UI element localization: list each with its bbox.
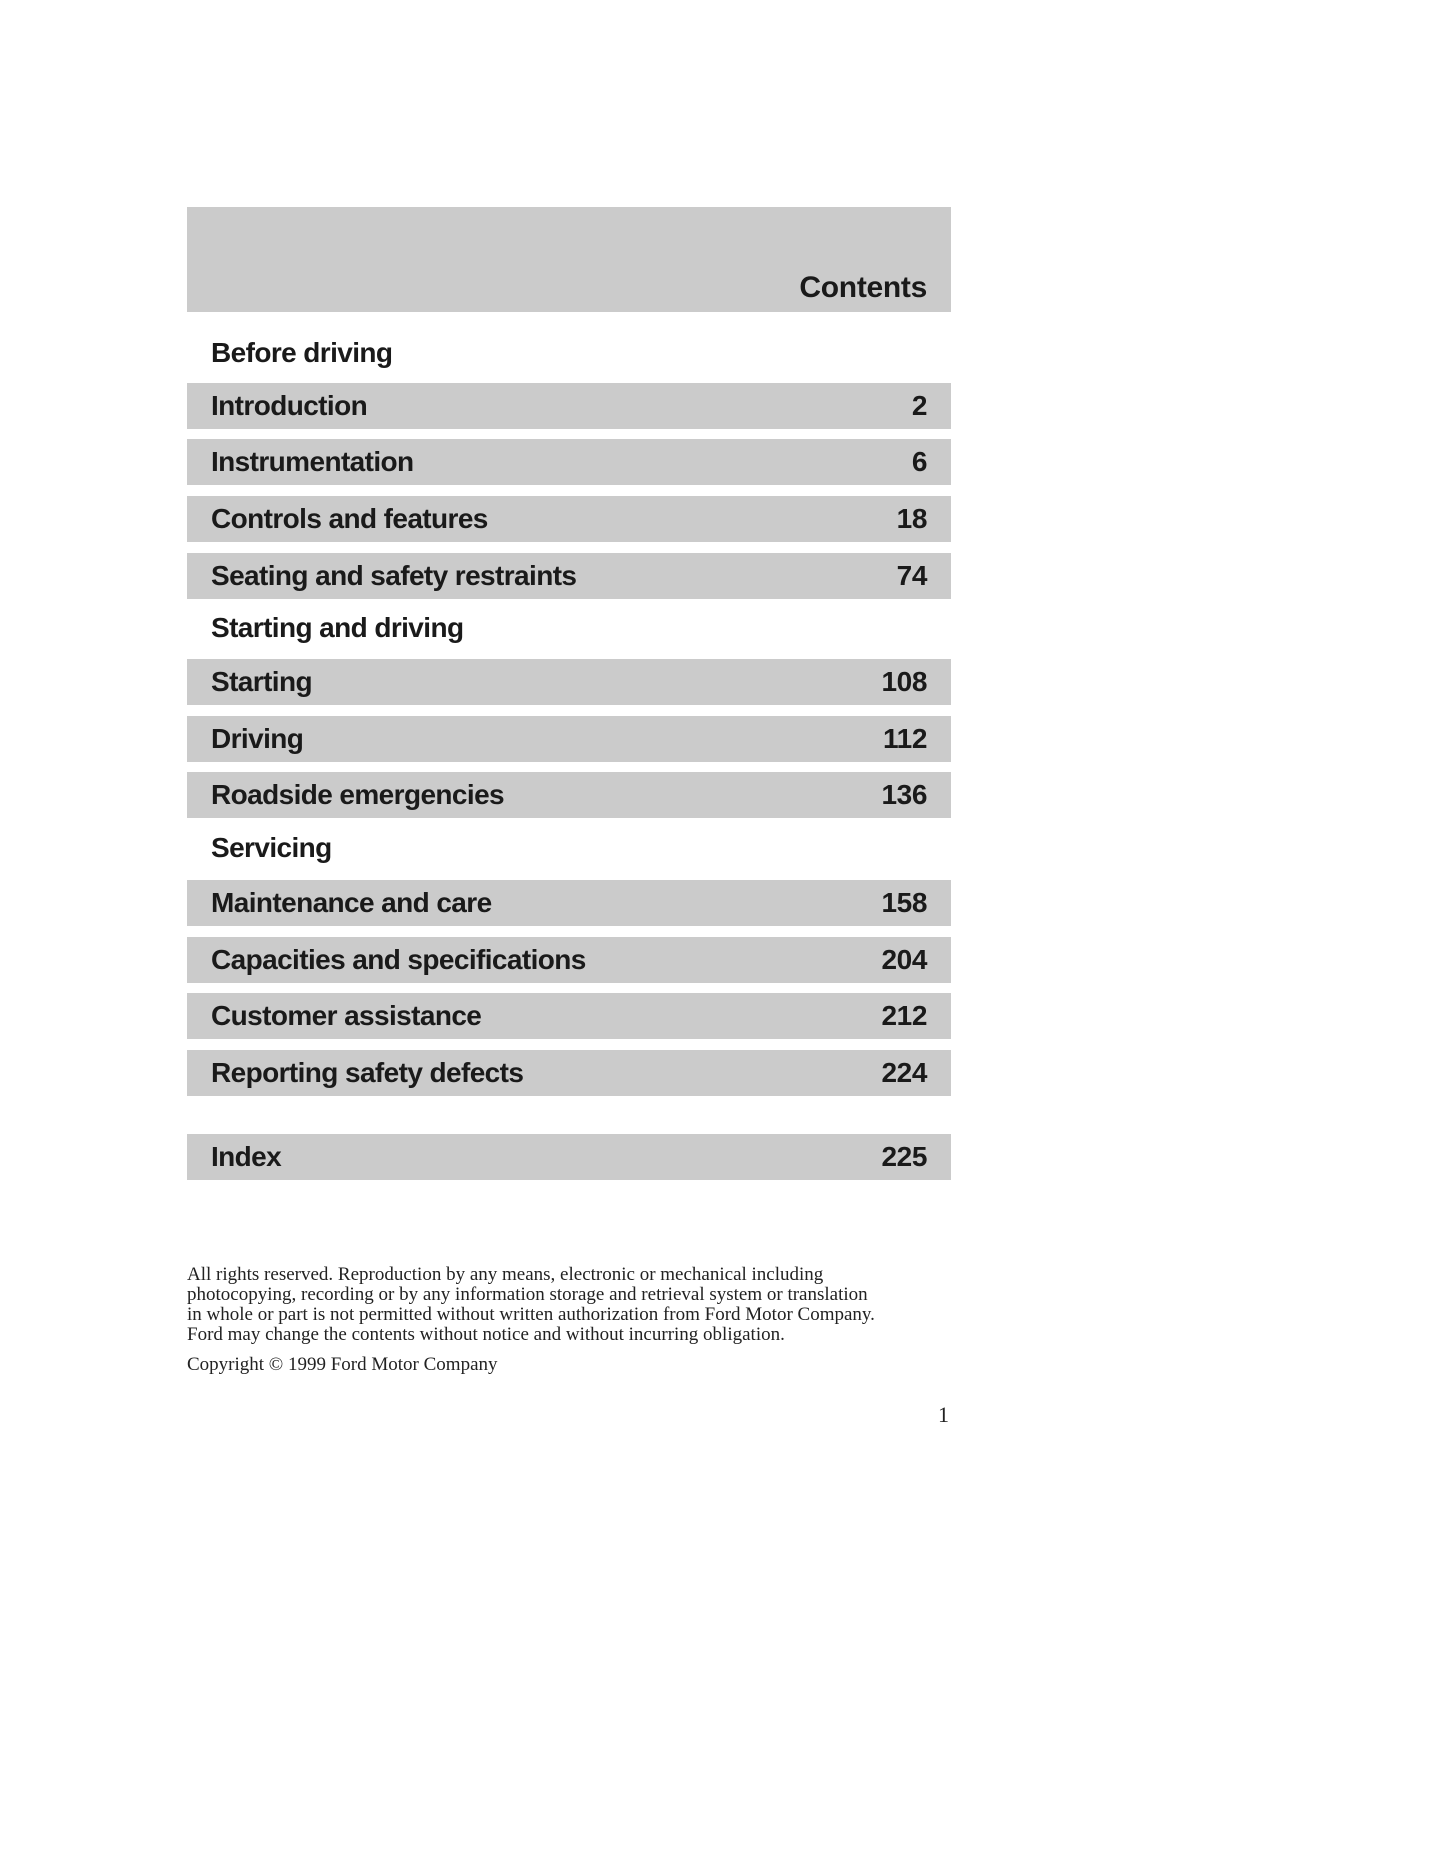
toc-entry-instrumentation[interactable]: [187, 439, 951, 485]
legal-notice-line: photocopying, recording or by any information storage and retrieval system or translation: [187, 1284, 868, 1305]
toc-entry-introduction[interactable]: [187, 383, 951, 429]
toc-entry-page: 2: [911, 390, 927, 421]
page-title: Contents: [799, 271, 927, 304]
legal-notice: [187, 1265, 957, 1345]
section-heading-before-driving: Before driving: [211, 337, 393, 368]
toc-entry-label: Starting: [211, 666, 312, 697]
toc-entry-label: Index: [211, 1141, 282, 1172]
toc-entry-page: 225: [881, 1141, 927, 1172]
toc-entry-index[interactable]: [187, 1134, 951, 1180]
toc-entry-label: Reporting safety defects: [211, 1057, 524, 1088]
toc-entry-page: 18: [896, 503, 927, 534]
legal-notice-line: All rights reserved. Reproduction by any means, electronic or mechanical including: [187, 1264, 824, 1285]
legal-notice-line: in whole or part is not permitted without written authorization from Ford Motor Company.: [187, 1304, 875, 1325]
toc-entry-page: 204: [881, 944, 927, 975]
toc-entry-label: Capacities and specifications: [211, 944, 586, 975]
toc-entry-label: Introduction: [211, 390, 368, 421]
toc-entry-starting[interactable]: [187, 659, 951, 705]
toc-entry-capacities-and-specifications[interactable]: [187, 937, 951, 983]
toc-entry-label: Roadside emergencies: [211, 779, 505, 810]
toc-entry-label: Driving: [211, 723, 304, 754]
toc-entry-label: Customer assistance: [211, 1000, 482, 1031]
toc-entry-label: Instrumentation: [211, 446, 414, 477]
toc-entry-label: Seating and safety restraints: [211, 560, 577, 591]
section-heading-servicing: Servicing: [211, 832, 332, 863]
toc-entry-page: 224: [881, 1057, 927, 1088]
page-number: 1: [938, 1402, 949, 1427]
toc-entry-seating-and-safety-restraints[interactable]: [187, 553, 951, 599]
contents-header-band: [187, 207, 951, 312]
toc-entry-customer-assistance[interactable]: [187, 993, 951, 1039]
toc-entry-page: 158: [881, 887, 927, 918]
toc-entry-page: 74: [896, 560, 927, 591]
legal-notice-line: Ford may change the contents without notice and without incurring obligation.: [187, 1324, 785, 1345]
toc-entry-controls-and-features[interactable]: [187, 496, 951, 542]
toc-entry-reporting-safety-defects[interactable]: [187, 1050, 951, 1096]
toc-entry-page: 108: [881, 666, 927, 697]
copyright-notice: Copyright © 1999 Ford Motor Company: [187, 1354, 498, 1375]
toc-entry-driving[interactable]: [187, 716, 951, 762]
toc-entry-maintenance-and-care[interactable]: [187, 880, 951, 926]
toc-entry-page: 136: [881, 779, 927, 810]
toc-entry-label: Maintenance and care: [211, 887, 492, 918]
toc-entry-page: 112: [883, 723, 927, 754]
section-heading-starting-and-driving: Starting and driving: [211, 612, 464, 643]
toc-entry-page: 212: [881, 1000, 927, 1031]
toc-entry-label: Controls and features: [211, 503, 488, 534]
toc-entry-page: 6: [911, 446, 927, 477]
toc-entry-roadside-emergencies[interactable]: [187, 772, 951, 818]
